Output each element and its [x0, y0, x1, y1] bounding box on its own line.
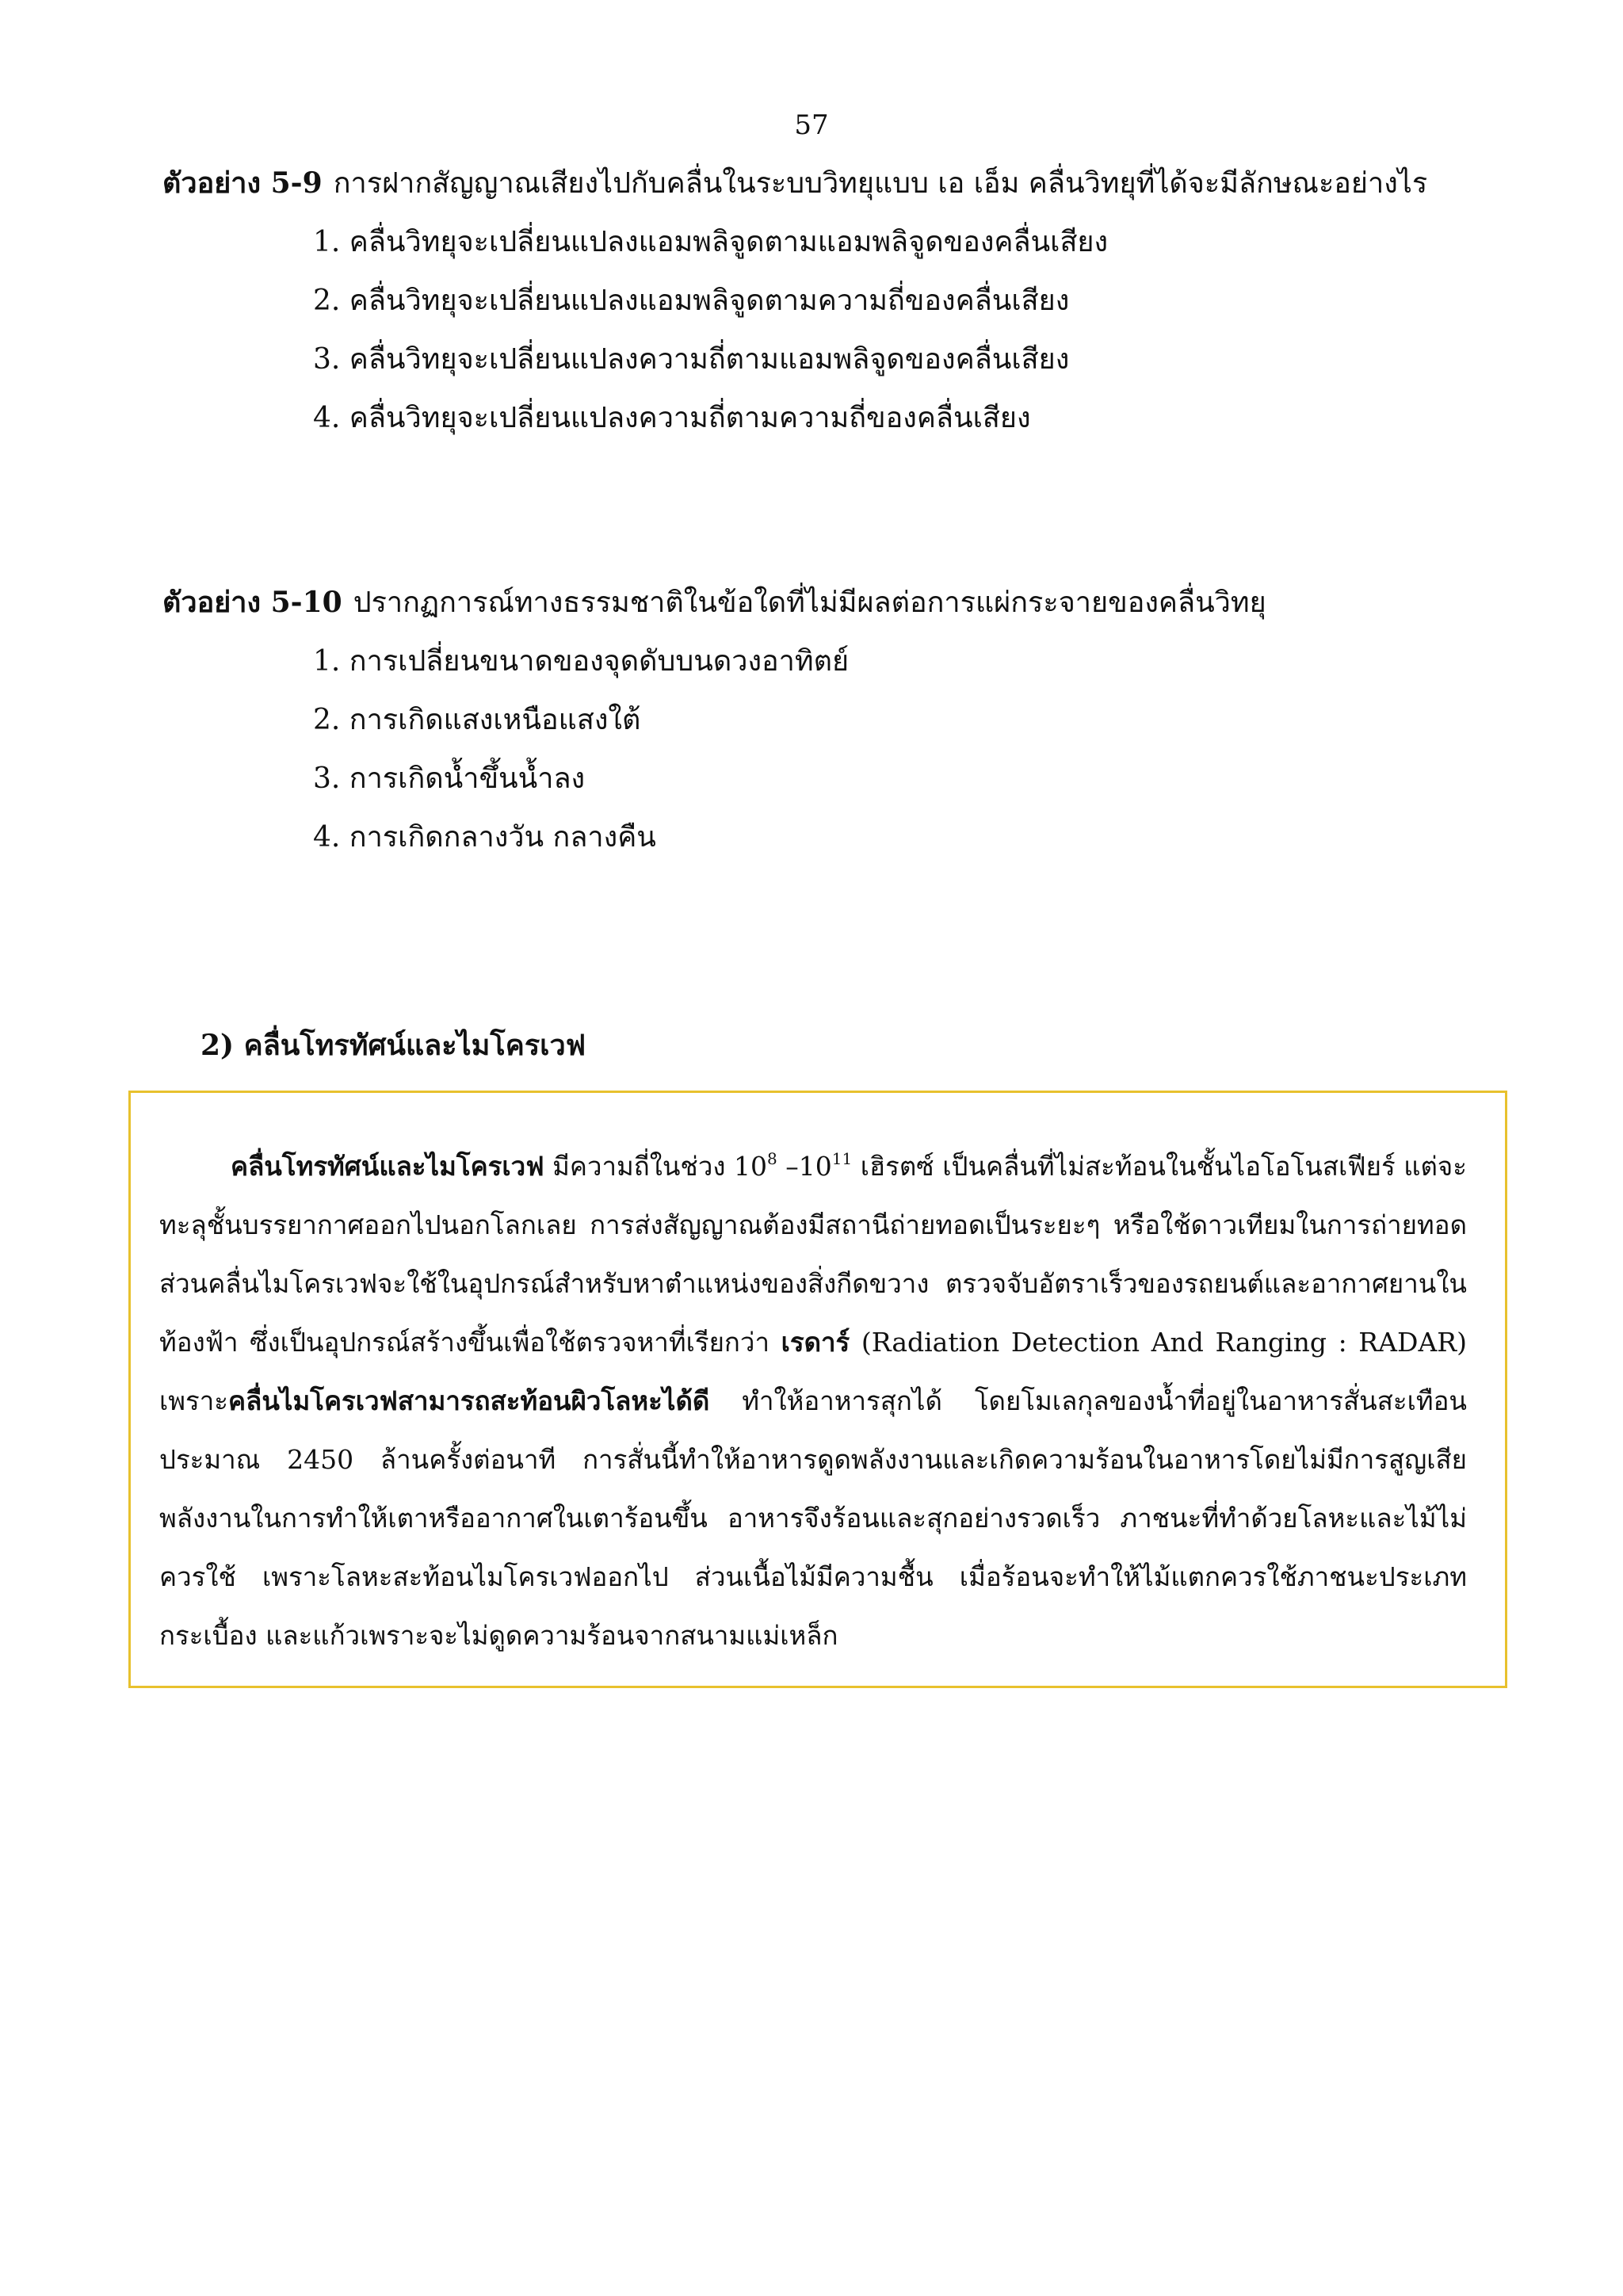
example-label: ตัวอย่าง 5-10	[162, 586, 342, 619]
info-text: (Radiation Detection And Ranging : RADAR) เพราะ	[159, 1327, 1467, 1416]
info-text: เฮิรตซ์ เป็นคลื่นที่ไม่สะท้อนในชั้นไอโอโนสเฟียร์ แต่จะทะลุชั้นบรรยากาศออกไปนอกโลกเลย การส่งสัญญาณต้องมีสถานีถ่ายทอดเป็นระยะๆ หรือใช้ดาวเทียมในการถ่ายทอด ส่วนคลื่นไมโครเวฟจะใช้ในอุปกรณ์สำหรับหาตำแหน่งของสิ่งกีดขวาง ตรวจจับอัตราเร็วของรถยนต์และอากาศยานในท้องฟ้า ซึ่งเป็นอุปกรณ์สร้างขึ้นเพื่อใช้ตรวจหาที่เรียกว่า	[159, 1151, 1467, 1358]
choice-item: 1. คลื่นวิทยุจะเปลี่ยนแปลงแอมพลิจูดตามแอมพลิจูดของคลื่นเสียง	[313, 226, 1109, 258]
choice-item: 1. การเปลี่ยนขนาดของจุดดับบนดวงอาทิตย์	[313, 645, 850, 678]
page-number: 57	[794, 109, 829, 141]
question-text: การฝากสัญญาณเสียงไปกับคลื่นในระบบวิทยุแบบ เอ เอ็ม คลื่นวิทยุที่ได้จะมีลักษณะอย่างไร	[333, 167, 1428, 200]
example-question	[162, 573, 1510, 632]
info-term: คลื่นโทรทัศน์และไมโครเวฟ	[231, 1151, 544, 1182]
info-text: ทำให้อาหารสุกได้ โดยโมเลกุลของน้ำที่อยู่ในอาหารสั่นสะเทือนประมาณ 2450 ล้านครั้งต่อนาที การสั่นนี้ทำให้อาหารดูดพลังงานและเกิดความร้อนในอาหารโดยไม่มีการสูญเสียพลังงานในการทำให้เตาหรืออากาศในเตาร้อนขึ้น อาหารจึงร้อนและสุกอย่างรวดเร็ว ภาชนะที่ทำด้วยโลหะและไม้ไม่ควรใช้ เพราะโลหะสะท้อนไมโครเวฟออกไป ส่วนเนื้อไม้มีความชื้น เมื่อร้อนจะทำให้ไม้แตกควรใช้ภาชนะประเภทกระเบื้อง และแก้วเพราะจะไม่ดูดความร้อนจากสนามแม่เหล็ก	[159, 1385, 1467, 1651]
exponent: 11	[831, 1149, 853, 1168]
example-label: ตัวอย่าง 5-9	[162, 166, 323, 200]
exponent: 8	[766, 1149, 777, 1168]
choice-item: 3. การเกิดน้ำขึ้นน้ำลง	[313, 762, 586, 795]
choice-item: 4. การเกิดกลางวัน กลางคืน	[313, 821, 656, 854]
info-text: –10	[777, 1151, 832, 1182]
info-paragraph	[159, 1137, 1467, 1665]
choice-item: 2. คลื่นวิทยุจะเปลี่ยนแปลงแอมพลิจูดตามความถี่ของคลื่นเสียง	[313, 285, 1070, 317]
choice-item: 4. คลื่นวิทยุจะเปลี่ยนแปลงความถี่ตามความถี่ของคลื่นเสียง	[313, 402, 1031, 434]
reflect-phrase: คลื่นไมโครเวฟสามารถสะท้อนผิวโลหะได้ดี	[228, 1385, 710, 1416]
question-text: ปรากฏการณ์ทางธรรมชาติในข้อใดที่ไม่มีผลต่อการแผ่กระจายของคลื่นวิทยุ	[353, 586, 1266, 619]
example-question	[162, 154, 1510, 213]
example-5-10	[162, 573, 1510, 867]
radar-term: เรดาร์	[781, 1327, 850, 1358]
choice-item: 2. การเกิดแสงเหนือแสงใต้	[313, 704, 641, 736]
example-5-9	[162, 154, 1510, 448]
choice-item: 3. คลื่นวิทยุจะเปลี่ยนแปลงความถี่ตามแอมพลิจูดของคลื่นเสียง	[313, 343, 1070, 376]
info-text: มีความถี่ในช่วง 10	[544, 1151, 767, 1182]
section-heading: 2) คลื่นโทรทัศน์และไมโครเวฟ	[200, 1029, 586, 1062]
info-box	[128, 1091, 1507, 1688]
